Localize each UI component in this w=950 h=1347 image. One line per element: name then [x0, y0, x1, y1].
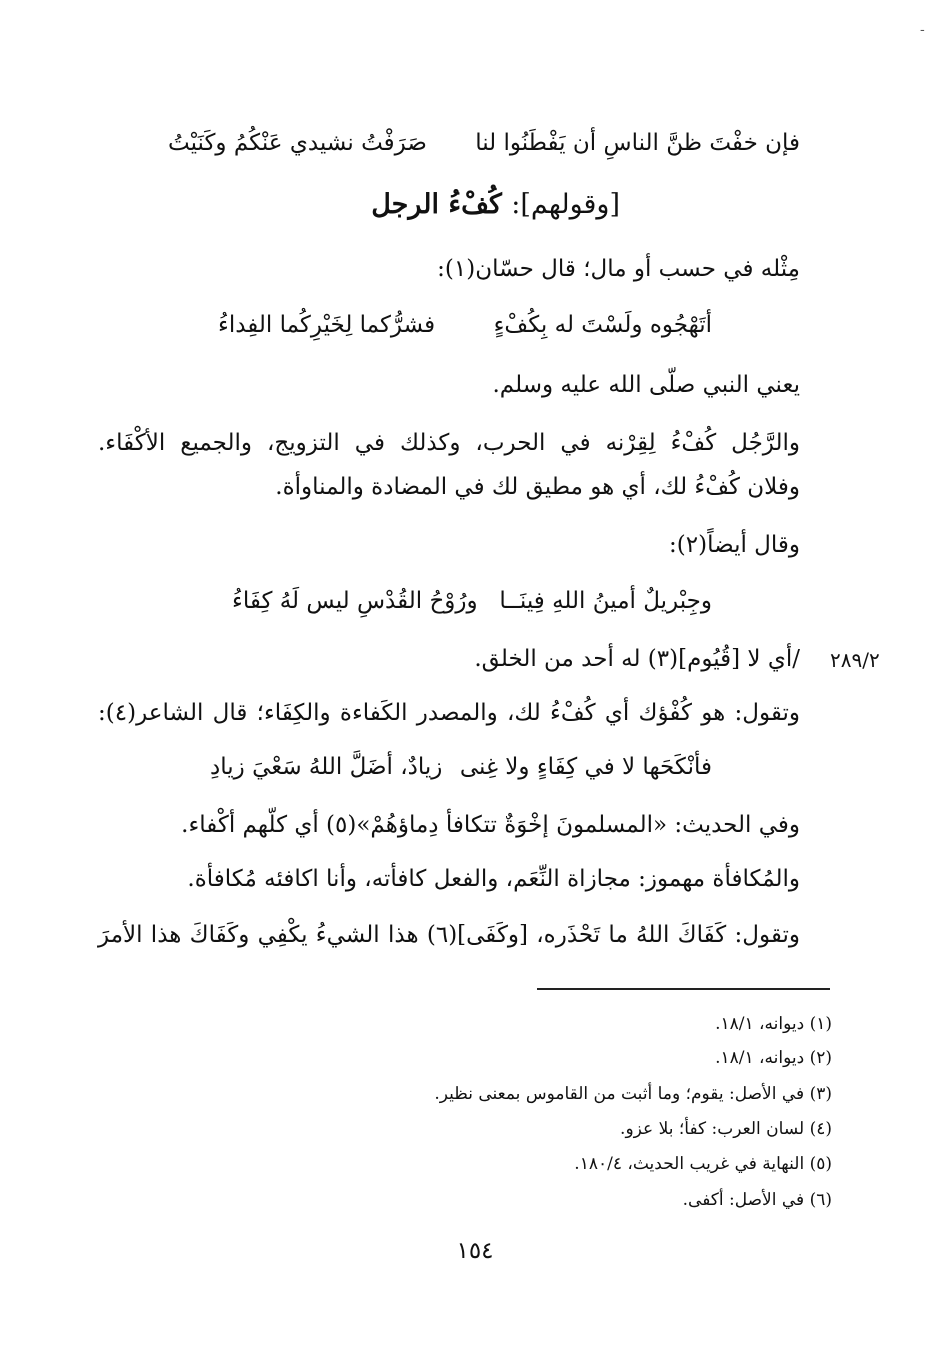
text-line-1: مِثْله في حسب أو مال؛ قال حسّان(١): — [437, 256, 800, 282]
verse-3-right-hemistich: وجِبْريلٌ أمينُ اللهِ فِينَــا — [499, 588, 712, 614]
verse-4-left-hemistich: زيادٌ، أضَلَّ اللهُ سَعْيَ زيادِ — [210, 754, 443, 780]
heading-title: كُفْءُ الرجل — [371, 189, 502, 220]
footnote-divider — [537, 988, 830, 990]
footnote-5: (٥) النهاية في غريب الحديث، ١٨٠/٤. — [574, 1154, 832, 1174]
text-line-2: يعني النبي صلّى الله عليه وسلم. — [492, 372, 800, 398]
heading-bracket-part: [وقولهم]: — [511, 189, 620, 220]
text-line-3: والرَّجُل كُفْءُ لِقِرْنه في الحرب، وكذلك في التزويج، والجميع الأكْفَاء. — [98, 430, 800, 456]
verse-1-right-hemistich: فإن خفْتَ ظنَّ الناسِ أن يَفْطَنُوا لنا — [475, 130, 800, 156]
page-number: ١٥٤ — [456, 1238, 494, 1264]
text-line-6: /أي لا [قُيُوم](٣) له أحد من الخلق. — [474, 646, 800, 672]
verse-1-left-hemistich: صَرَفْتُ نشيدي عَنْكُمُ وكَنَيْتُ — [168, 130, 427, 156]
verse-2-left-hemistich: فشرُّكما لِخَيْرِكُما الفِداءُ — [218, 312, 436, 338]
verse-2-right-hemistich: أتَهْجُوه ولَسْتَ له بِكُفْءٍ — [493, 312, 712, 338]
text-line-5: وقال أيضاً(٢): — [669, 532, 800, 558]
text-line-10: وتقول: كَفَاكَ اللهُ ما تَحْذَره، [وكَفَى](٦) هذا الشيءُ يكْفِي وكَفَاكَ هذا الأمرَ — [98, 922, 800, 948]
text-line-8: وفي الحديث: «المسلمونَ إخْوَةٌ تتكافأ دِماؤهُمْ»(٥) أي كلّهم أكْفاء. — [181, 812, 800, 838]
corner-mark: - — [920, 22, 925, 38]
footnote-6: (٦) في الأصل: أكفى. — [682, 1190, 832, 1210]
margin-reference: ٢٨٩/٢ — [830, 648, 880, 672]
footnote-1: (١) ديوانه، ١٨/١. — [715, 1014, 832, 1034]
verse-3-left-hemistich: ورُوْحُ القُدْسِ ليس لَهُ كِفَاءُ — [232, 588, 478, 614]
footnote-2: (٢) ديوانه، ١٨/١. — [715, 1048, 832, 1068]
text-line-7: وتقول: هو كُفْؤك أي كُفْءُ لك، والمصدر الكَفاءة والكِفَاء؛ قال الشاعر(٤): — [98, 700, 800, 726]
text-line-9: والمُكافأة مهموز: مجازاة النِّعَم، والفعل كافأته، وأنا اكافئه مُكافأة. — [187, 866, 800, 892]
footnote-3: (٣) في الأصل: يقوم؛ وما أثبت من القاموس بمعنى نظير. — [434, 1084, 832, 1104]
verse-4-right-hemistich: فأنْكَحَها لا في كِفَاءٍ ولا غِنى — [459, 754, 712, 780]
text-line-4: وفلان كُفْءُ لك، أي هو مطيق لك في المضادة والمناوأة. — [275, 474, 800, 500]
footnote-4: (٤) لسان العرب: كفأ؛ بلا عزو. — [620, 1119, 832, 1139]
entry-heading — [371, 188, 620, 222]
